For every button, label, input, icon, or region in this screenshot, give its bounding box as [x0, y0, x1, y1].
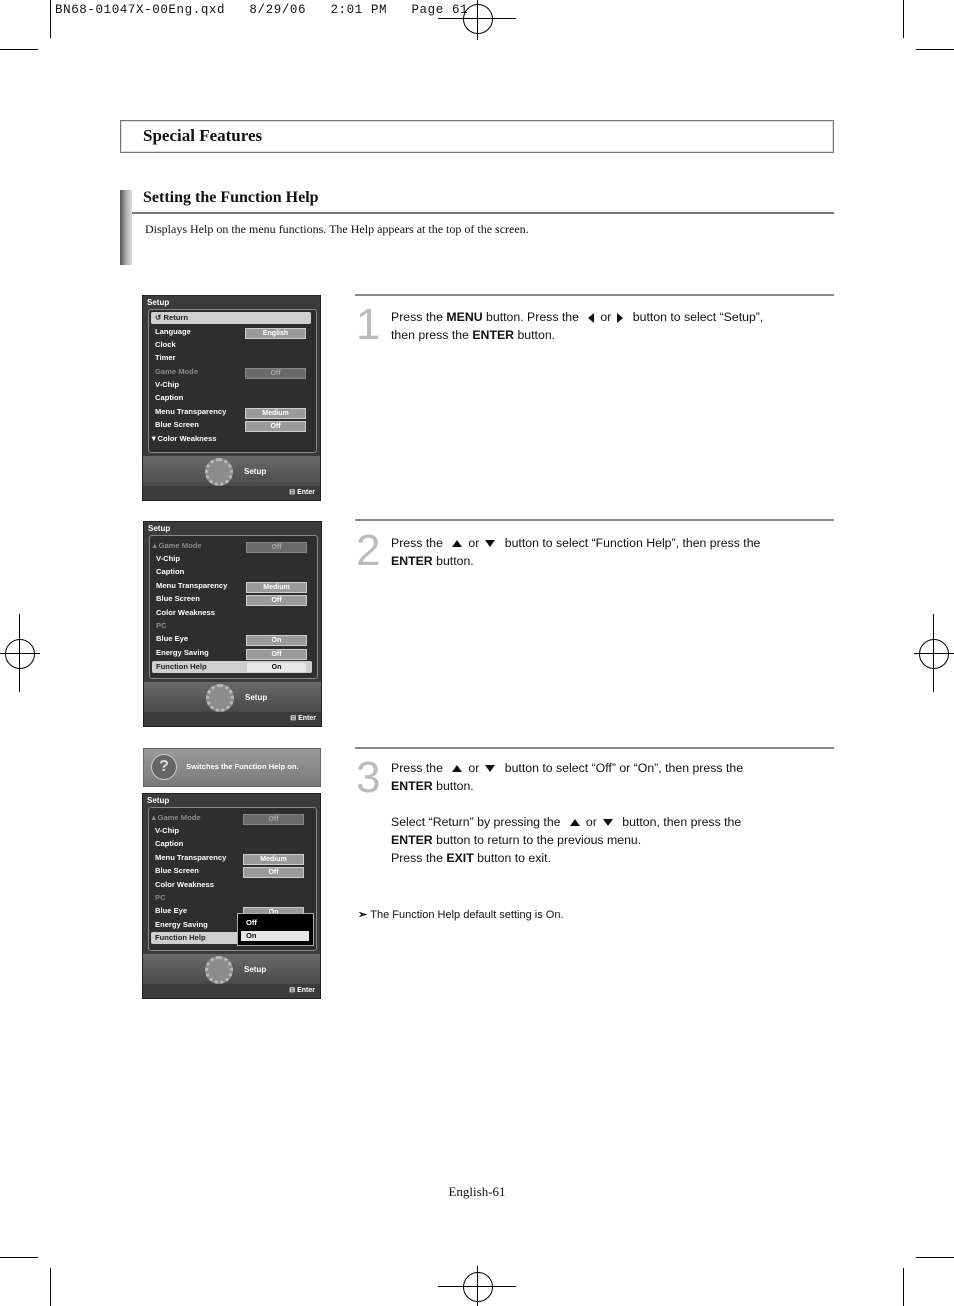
down-arrow-icon [485, 765, 495, 772]
menu-row-color-weakness[interactable]: Color Weakness [156, 608, 215, 617]
enter-hint: ⊟ Enter [290, 715, 316, 722]
menu-footer [143, 954, 320, 984]
crop-mark [0, 49, 38, 50]
gear-icon [205, 956, 233, 984]
enter-hint: ⊟ Enter [289, 987, 315, 994]
menu-row-v-chip[interactable]: V-Chip [155, 380, 180, 389]
menu-title: Setup [148, 524, 171, 533]
up-arrow-icon [570, 819, 580, 826]
dropdown-option-off[interactable]: Off [246, 918, 257, 927]
step-3-rule [355, 747, 834, 749]
step-3-text: Press the or button to select “Off” or “On”, then press the ENTER button. Select “Return” by pressing the or button, then press the ENTER button to return to the previous menu. Press the EXIT button to exit. [391, 761, 744, 865]
menu-footer-label: Setup [244, 965, 267, 974]
step-3-number: 3 [356, 753, 381, 802]
menu-row-energy-saving[interactable]: Energy Saving [155, 920, 208, 929]
left-arrow-icon [588, 313, 594, 323]
help-icon: ? [151, 754, 177, 780]
enter-hint: ⊟ Enter [289, 489, 315, 496]
section-header-box [120, 120, 834, 153]
menu-value-blue-screen: Off [246, 595, 307, 606]
up-arrow-icon [452, 540, 462, 547]
menu-row-language[interactable]: Language [155, 327, 191, 336]
subsection-title: Setting the Function Help [143, 189, 319, 206]
scroll-up-icon: ▲ [150, 813, 158, 822]
scroll-down-icon: ▼ [150, 434, 158, 443]
menu-row-v-chip[interactable]: V-Chip [155, 826, 180, 835]
menu-value-menu-transparency: Medium [245, 408, 306, 419]
menu-row-caption[interactable]: Caption [156, 567, 185, 576]
down-arrow-icon [485, 540, 495, 547]
menu-row-game-mode: Game Mode [155, 367, 199, 376]
enter-icon: ⊟ [290, 715, 299, 722]
gear-icon [205, 458, 233, 486]
tv-menu-setup-3 [142, 793, 321, 999]
menu-footer [144, 682, 321, 712]
menu-footer [143, 456, 320, 486]
menu-row-clock[interactable]: Clock [155, 340, 176, 349]
menu-title: Setup [147, 298, 170, 307]
menu-row-blue-screen[interactable]: Blue Screen [156, 594, 200, 603]
menu-row-caption[interactable]: Caption [155, 393, 184, 402]
return-icon: ↺ [155, 313, 164, 322]
step-2-rule [355, 519, 834, 521]
menu-row-return[interactable]: ↺ Return [151, 312, 311, 324]
step-2-text: Press the or button to select “Function Help”, then press the ENTER button. [391, 536, 761, 568]
menu-value-function-help: On [246, 662, 307, 673]
down-arrow-icon [603, 819, 613, 826]
menu-row-game-mode: ▲Game Mode [151, 541, 202, 550]
dropdown-option-on[interactable]: On [241, 931, 309, 941]
menu-value-menu-transparency: Medium [246, 582, 307, 593]
menu-value-game-mode: Off [243, 814, 304, 825]
crop-mark [903, 0, 904, 38]
menu-row-v-chip[interactable]: V-Chip [156, 554, 181, 563]
menu-value-game-mode: Off [245, 368, 306, 379]
help-text: Switches the Function Help on. [186, 762, 299, 771]
page-number: English-61 [448, 1184, 506, 1199]
menu-row-function-help[interactable]: Function Help [152, 661, 312, 673]
scroll-up-icon: ▲ [151, 541, 159, 550]
menu-footer-label: Setup [245, 693, 268, 702]
menu-row-blue-screen[interactable]: Blue Screen [155, 866, 199, 875]
step-1-text: Press the MENU button. Press the or button to select “Setup”, then press the ENTER button. [391, 310, 764, 342]
up-arrow-icon [452, 765, 462, 772]
menu-row-blue-screen[interactable]: Blue Screen [155, 420, 199, 429]
tv-menu-setup-1 [142, 295, 321, 501]
crop-mark [916, 49, 954, 50]
menu-footer-label: Setup [244, 467, 267, 476]
menu-value-blue-screen: Off [245, 421, 306, 432]
section-title: Special Features [143, 126, 263, 145]
crop-mark [903, 1268, 904, 1306]
enter-icon: ⊟ [289, 987, 298, 994]
crop-mark [50, 0, 51, 38]
right-arrow-icon [617, 313, 623, 323]
crop-mark [50, 1268, 51, 1306]
menu-row-menu-transparency[interactable]: Menu Transparency [156, 581, 228, 590]
note-arrow-icon: ➣ [358, 909, 371, 921]
gear-icon [206, 684, 234, 712]
subsection-rule [132, 212, 834, 214]
menu-value-language: English [245, 328, 306, 339]
menu-row-timer[interactable]: Timer [155, 353, 176, 362]
subsection-accent-bar [120, 190, 132, 265]
menu-row-menu-transparency[interactable]: Menu Transparency [155, 853, 227, 862]
enter-icon: ⊟ [289, 489, 298, 496]
menu-row-color-weakness[interactable]: ▼Color Weakness [150, 434, 217, 443]
menu-title: Setup [147, 796, 170, 805]
menu-row-color-weakness[interactable]: Color Weakness [155, 880, 214, 889]
note: ➣ The Function Help default setting is On. [358, 909, 564, 921]
menu-value-blue-screen: Off [243, 867, 304, 878]
menu-row-menu-transparency[interactable]: Menu Transparency [155, 407, 227, 416]
menu-value-game-mode: Off [246, 542, 307, 553]
tv-menu-setup-2 [143, 521, 322, 727]
function-help-dropdown[interactable] [237, 913, 314, 946]
description: Displays Help on the menu functions. The Help appears at the top of the screen. [145, 222, 529, 236]
step-2-number: 2 [356, 526, 381, 575]
menu-value-menu-transparency: Medium [243, 854, 304, 865]
menu-value-blue-eye: On [246, 635, 307, 646]
crop-mark [0, 1257, 38, 1258]
menu-row-function-help[interactable]: Function Help [151, 932, 239, 944]
menu-row-blue-eye[interactable]: Blue Eye [156, 634, 189, 643]
menu-row-game-mode: ▲Game Mode [150, 813, 201, 822]
step-1-rule [355, 294, 834, 296]
menu-row-energy-saving[interactable]: Energy Saving [156, 648, 209, 657]
crop-mark [916, 1257, 954, 1258]
menu-row-pc: PC [156, 621, 167, 630]
step-1-number: 1 [356, 300, 381, 349]
print-header: BN68-01047X-00Eng.qxd 8/29/06 2:01 PM Page 61 [55, 3, 469, 17]
function-help-bar [143, 748, 321, 787]
menu-row-blue-eye[interactable]: Blue Eye [155, 906, 188, 915]
menu-value-energy-saving: Off [246, 649, 307, 660]
menu-row-caption[interactable]: Caption [155, 839, 184, 848]
menu-row-pc: PC [155, 893, 166, 902]
